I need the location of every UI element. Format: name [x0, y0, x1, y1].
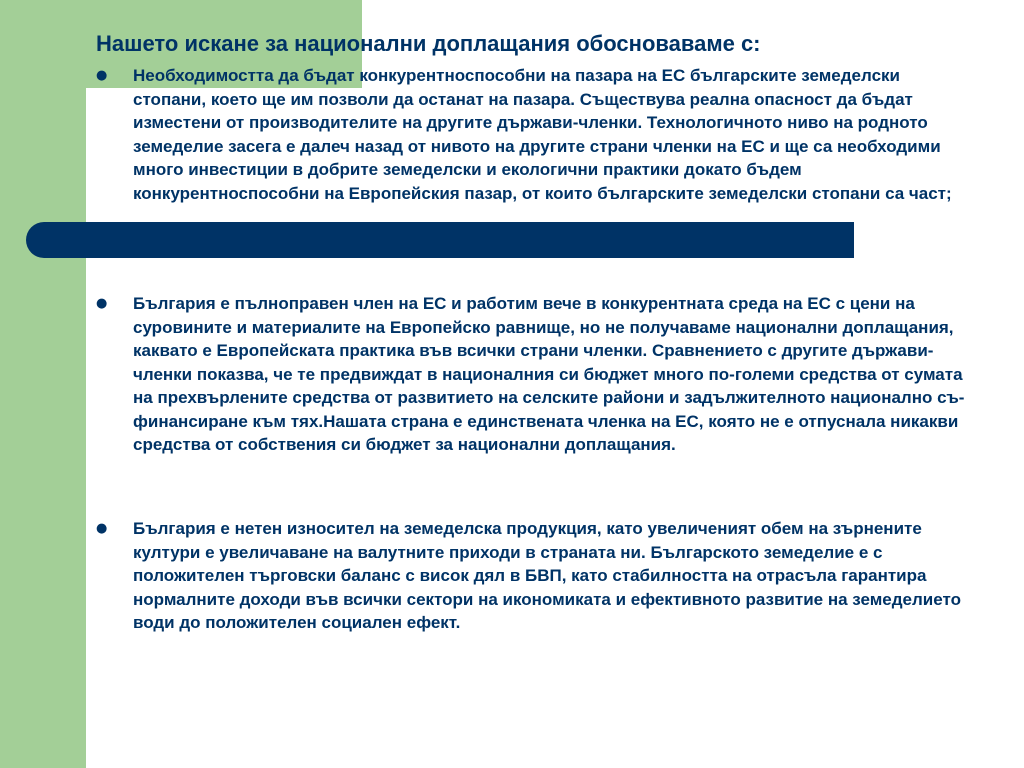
bullet-dot: ●	[96, 68, 108, 83]
bullet-text-3: България е нетен износител на земеделска продукция, като увеличеният обем на зърнените култури е увеличаване на валутните приходи в страната ни. Българското земеделие е с положителен търговски баланс с висок дял в БВП, като стабилността на отрасъла гарантира нормалните доходи във всички сектори на икономиката и ефективното развитие на земеделието води до положителен социален ефект.	[133, 519, 961, 632]
slide-title: Нашето искане за национални доплащания обосноваваме с:	[96, 31, 761, 56]
bullet-dot: ●	[96, 521, 108, 536]
bullet-text-2: България е пълноправен член на ЕС и работим вече в конкурентната среда на ЕС с цени на суровините и материалите на Европейско равнище, но не получаваме национални доплащания, каквато е Европейската практика във всички страни членки. Сравнението с другите държави-членки показва, че те предвиждат в националния си бюджет много по-големи средства от сумата на прехвърлените средства от развитието на селските райони и задължителното национално съ-финансиране към тях.Нашата страна е единствената членка на ЕС, която не е отпуснала никакви средства от собствения си бюджет за национални доплащания.	[133, 294, 965, 454]
bullet-dot: ●	[96, 296, 108, 311]
bullet-text-1: Необходимостта да бъдат конкурентноспособни на пазара на ЕС българските земеделски стопани, което ще им позволи да останат на пазара. Съществува реална опасност да бъдат изместени от производителите на другите държави-членки. Технологичното ниво на родното земеделие засега е далеч назад от нивото на другите страни членки на ЕС и ще са необходими много инвестиции в добрите земеделски и екологични практики докато бъдем конкурентноспособни на Европейския пазар, от които българските земеделски стопани са част;	[133, 66, 952, 203]
bullet-item-2	[96, 292, 976, 457]
navy-divider-bar	[26, 222, 854, 258]
bullet-item-1	[96, 64, 976, 228]
bullet-item-3	[96, 517, 976, 635]
green-side-panel	[0, 0, 86, 768]
